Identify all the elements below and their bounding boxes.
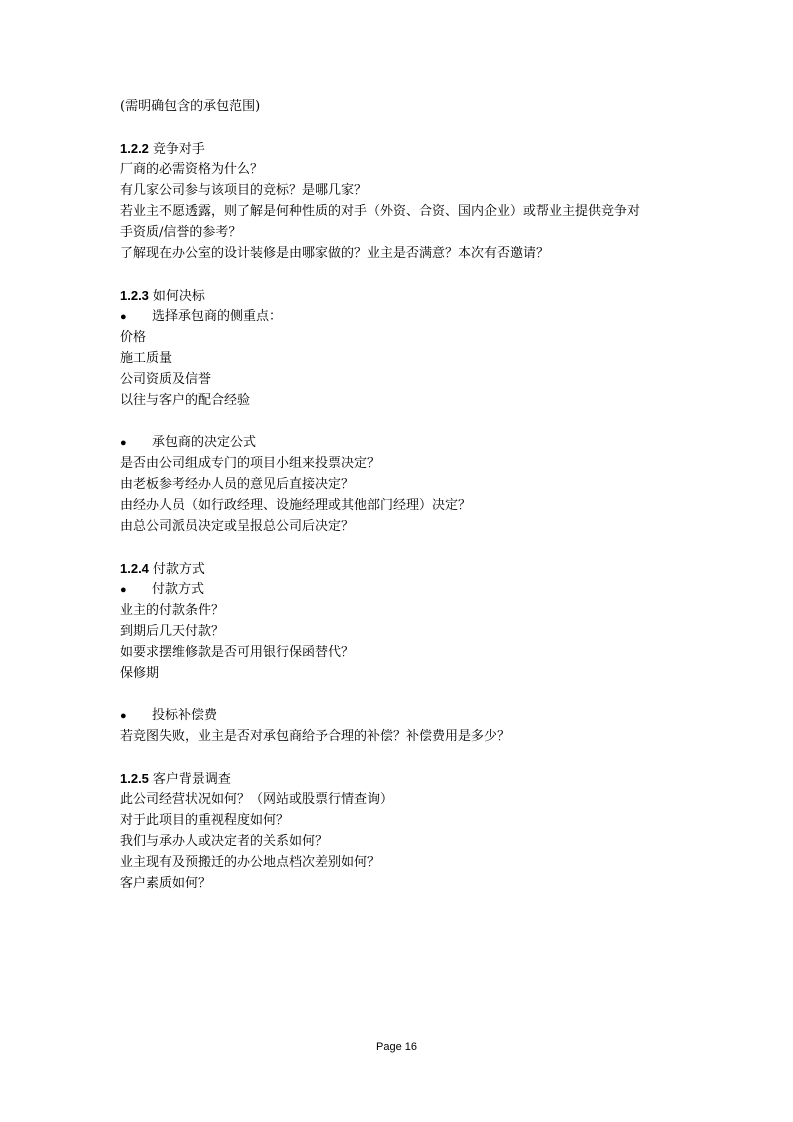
section-heading-1-2-3: [120, 285, 680, 306]
list-line: 业主的付款条件？: [120, 603, 225, 618]
section-title: 竞争对手: [152, 142, 205, 157]
page-number: Page 16: [376, 1041, 417, 1053]
paragraph-line: 业主现有及预搬迁的办公地点档次差别如何？: [120, 855, 381, 870]
bullet-text: 承包商的决定公式: [152, 435, 257, 450]
list-line: 如要求摆维修款是否可用银行保函替代？: [120, 645, 355, 660]
bullet-item: [120, 432, 680, 453]
section-number: 1.2.4: [120, 561, 149, 576]
section-heading-1-2-2: [120, 138, 680, 159]
section-heading-1-2-5: [120, 768, 680, 789]
bullet-item: [120, 705, 680, 726]
spacer: [120, 747, 680, 768]
section-number: 1.2.3: [120, 288, 149, 303]
bullet-text: 付款方式: [152, 582, 205, 597]
list-line: 价格: [120, 330, 147, 345]
section-title: 客户背景调查: [152, 772, 231, 787]
section-title: 如何决标: [152, 289, 205, 304]
paragraph-line: 了解现在办公室的设计装修是由哪家做的？业主是否满意？本次有否邀请？: [120, 246, 550, 261]
list-line: 保修期: [120, 666, 160, 681]
paragraph-line: 我们与承办人或决定者的关系如何？: [120, 834, 329, 849]
list-line: 以往与客户的配合经验: [120, 393, 251, 408]
list-line: 若竞图失败，业主是否对承包商给予合理的补偿？补偿费用是多少？: [120, 729, 511, 744]
list-line: 施工质量: [120, 351, 173, 366]
bullet-item: [120, 306, 680, 327]
bullet-icon: ●: [120, 311, 127, 323]
section-number: 1.2.5: [120, 771, 149, 786]
bullet-text: 投标补偿费: [152, 708, 218, 723]
spacer: [120, 411, 680, 432]
section-title: 付款方式: [152, 562, 205, 577]
scope-note: (需明确包含的承包范围): [120, 99, 261, 114]
document-body: [120, 96, 680, 894]
section-number: 1.2.2: [120, 141, 149, 156]
bullet-icon: ●: [120, 437, 127, 449]
paragraph-line: 厂商的必需资格为什么？: [120, 162, 264, 177]
spacer: [120, 537, 680, 558]
bullet-text: 选择承包商的侧重点：: [152, 309, 283, 324]
paragraph-line: 客户素质如何？: [120, 876, 212, 891]
list-line: 公司资质及信誉: [120, 372, 212, 387]
list-line: 由总公司派员决定或呈报总公司后决定？: [120, 519, 355, 534]
paragraph-line: 此公司经营状况如何？（网站或股票行情查询）: [120, 792, 394, 807]
paragraph-line: 对于此项目的重视程度如何？: [120, 813, 290, 828]
paragraph-line: 若业主不愿透露，则了解是何种性质的对手（外资、合资、国内企业）或帮业主提供竞争对: [120, 204, 641, 219]
list-line: 由老板参考经办人员的意见后直接决定？: [120, 477, 355, 492]
spacer: [120, 684, 680, 705]
paragraph-line: 手资质/信誉的参考？: [120, 225, 242, 240]
section-heading-1-2-4: [120, 558, 680, 579]
bullet-item: [120, 579, 680, 600]
list-line: 到期后几天付款？: [120, 624, 225, 639]
list-line: 是否由公司组成专门的项目小组来投票决定？: [120, 456, 381, 471]
spacer: [120, 264, 680, 285]
spacer: [120, 117, 680, 138]
bullet-icon: ●: [120, 584, 127, 596]
list-line: 由经办人员（如行政经理、设施经理或其他部门经理）决定？: [120, 498, 472, 513]
bullet-icon: ●: [120, 710, 127, 722]
paragraph-line: 有几家公司参与该项目的竞标？是哪几家？: [120, 183, 368, 198]
